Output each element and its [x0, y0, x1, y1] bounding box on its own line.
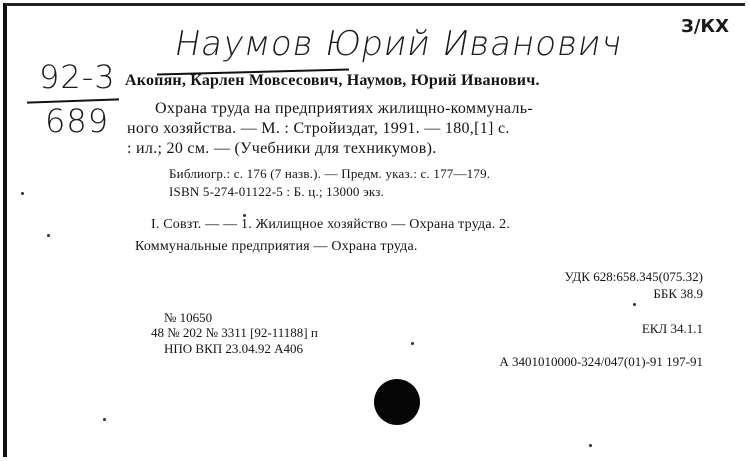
punch-hole [374, 379, 420, 425]
isbn-line: ISBN 5-274-01122-5 : Б. ц.; 13000 экз. [169, 184, 384, 199]
speck [589, 444, 592, 447]
title-line-2: ного хозяйства. — М. : Стройиздат, 1991. — 180,[1] с. [127, 120, 510, 137]
shelf-mark-top: 92-3 [39, 58, 116, 96]
speck [633, 303, 636, 306]
speck [21, 192, 24, 195]
shelf-mark-bottom: 689 [45, 102, 110, 140]
record-heading: Акопян, Карлен Мовсесович, Наумов, Юрий Иванович. [125, 72, 540, 89]
npo-line: НПО ВКП 23.04.92 А406 [164, 341, 304, 356]
registry-line: 48 № 202 № 3311 [92-11188] п [151, 325, 318, 340]
ekl-code: ЕКЛ 34.1.1 [641, 321, 703, 336]
catalog-card [3, 3, 745, 457]
udk-code: УДК 628:658.345(075.32) [564, 269, 703, 284]
speck [103, 418, 106, 421]
bibliography-note: Библиогр.: с. 176 (7 назв.). — Предм. указ.: с. 177—179. [169, 166, 491, 181]
subjects-line-2: Коммунальные предприятия — Охрана труда. [135, 239, 418, 254]
speck [243, 214, 246, 217]
handwritten-corner-note: З/КХ [681, 16, 729, 37]
handwritten-author-name: Наумов Юрий Иванович [171, 24, 627, 64]
publisher-code: А 3401010000-324/047(01)-91 197-91 [499, 354, 703, 369]
title-line-3: : ил.; 20 см. — (Учебники для техникумов). [127, 140, 437, 157]
title-line-1: Охрана труда на предприятиях жилищно-коммуналь- [155, 100, 533, 117]
bbk-code: ББК 38.9 [653, 286, 703, 301]
subjects-line-1: I. Совзт. — — 1. Жилищное хозяйство — Охрана труда. 2. [151, 217, 511, 232]
card-number: № 10650 [164, 310, 213, 325]
speck [411, 342, 414, 345]
speck [47, 234, 50, 237]
